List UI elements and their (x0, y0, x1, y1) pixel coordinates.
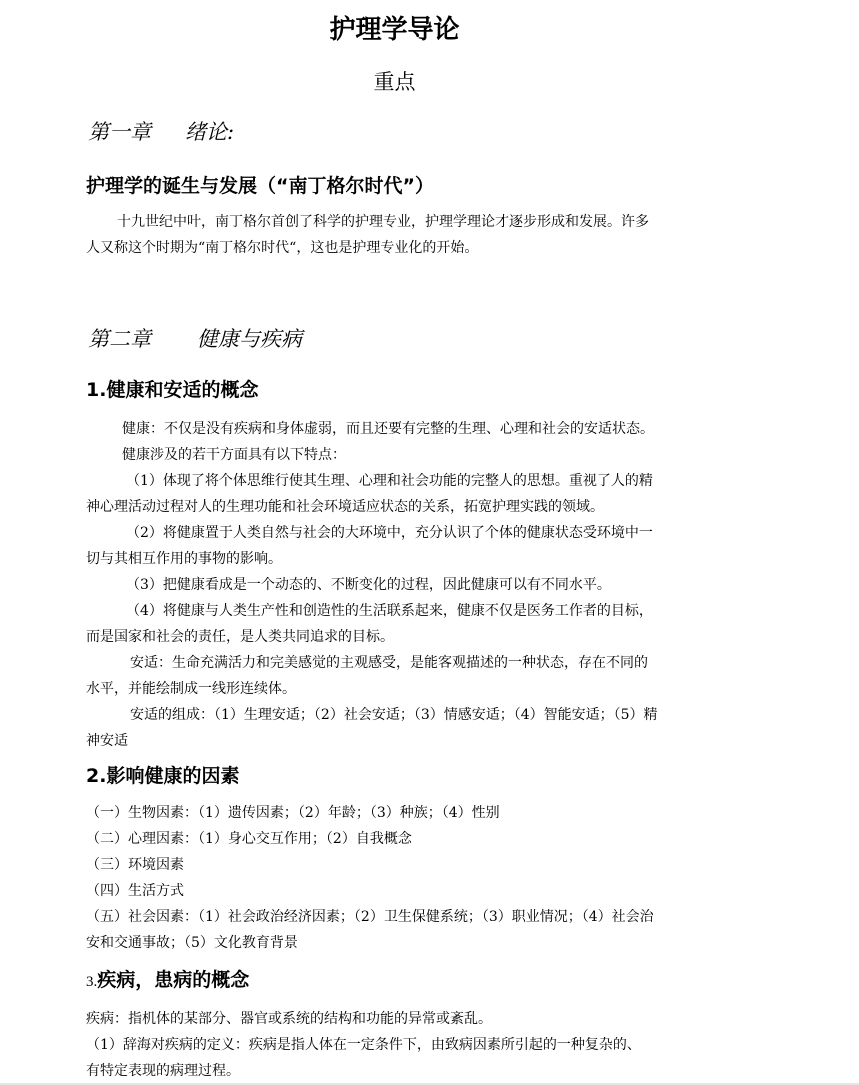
text-line: 切与其相互作用的事物的影响。 (86, 551, 282, 567)
paragraph-health-concept (86, 416, 776, 754)
text-line: 十九世纪中叶，南丁格尔首创了科学的护理专业，护理学理论才逐步形成和发展。许多 (117, 214, 649, 230)
text-line: 神心理活动过程对人的生理功能和社会环境适应状态的关系，拓宽护理实践的领域。 (86, 499, 604, 515)
chapter-1-label: 第一章 (88, 120, 151, 144)
text-line: （1）辞海对疾病的定义：疾病是指人体在一定条件下，由致病因素所引起的一种复杂的、 (86, 1037, 641, 1053)
text-line: 安适：生命充满活力和完美感觉的主观感受，是能客观描述的一种状态，存在不同的 (130, 655, 648, 671)
chapter-2-name: 健康与疾病 (197, 327, 302, 351)
chapter-2-label: 第二章 (88, 327, 151, 351)
section-title: 疾病，患病的概念 (97, 969, 250, 991)
text-line: （二）心理因素：（1）身心交互作用；（2）自我概念 (86, 831, 412, 847)
paragraph-nightingale (86, 209, 776, 261)
text-line: （4）将健康与人类生产性和创造性的生活联系起来，健康不仅是医务工作者的目标， (126, 603, 653, 619)
text-line: 健康涉及的若干方面具有以下特点： (122, 447, 346, 463)
document-title: 护理学导论 (329, 15, 460, 45)
text-line: （3）把健康看成是一个动态的、不断变化的过程，因此健康可以有不同水平。 (126, 577, 611, 593)
section-nightingale-heading: 护理学的诞生与发展（“南丁格尔时代”） (86, 175, 434, 197)
paragraph-health-factors (86, 800, 776, 956)
section-health-concept-heading: 1.健康和安适的概念 (86, 379, 259, 401)
paragraph-disease-concept (86, 1006, 776, 1084)
chapter-1-heading (88, 117, 234, 147)
text-line: （2）将健康置于人类自然与社会的大环境中，充分认识了个体的健康状态受环境中一 (126, 525, 653, 541)
text-line: （1）体现了将个体思维行使其生理、心理和社会功能的完整人的思想。重视了人的精 (126, 473, 653, 489)
text-line: 健康：不仅是没有疾病和身体虚弱，而且还要有完整的生理、心理和社会的安适状态。 (122, 421, 654, 437)
text-line: 水平，并能绘制成一线形连续体。 (86, 681, 296, 697)
text-line: （三）环境因素 (86, 857, 184, 873)
text-line: （一）生物因素：（1）遗传因素；（2）年龄；（3）种族；（4）性别 (86, 805, 500, 821)
text-line: 神安适 (86, 733, 128, 749)
text-line: （四）生活方式 (86, 883, 184, 899)
section-health-factors-heading: 2.影响健康的因素 (86, 765, 240, 787)
document-subtitle: 重点 (373, 70, 416, 94)
text-line: 安和交通事故；（5）文化教育背景 (86, 935, 298, 951)
chapter-1-name: 绪论: (185, 120, 235, 144)
text-line: 有特定表现的病理过程。 (86, 1063, 240, 1079)
section-disease-concept-heading (86, 965, 249, 997)
text-line: 而是国家和社会的责任，是人类共同追求的目标。 (86, 629, 394, 645)
text-line: 人又称这个时期为“南丁格尔时代“，这也是护理专业化的开始。 (86, 240, 479, 256)
text-line: 安适的组成：（1）生理安适；（2）社会安适；（3）情感安适；（4）智能安适；（5）精 (130, 707, 658, 723)
section-number: 3. (86, 974, 98, 990)
text-line: （五）社会因素：（1）社会政治经济因素；（2）卫生保健系统；（3）职业情况；（4）社会治 (86, 909, 654, 925)
chapter-2-heading (88, 324, 302, 354)
text-line: 疾病：指机体的某部分、器官或系统的结构和功能的异常或紊乱。 (86, 1011, 492, 1027)
